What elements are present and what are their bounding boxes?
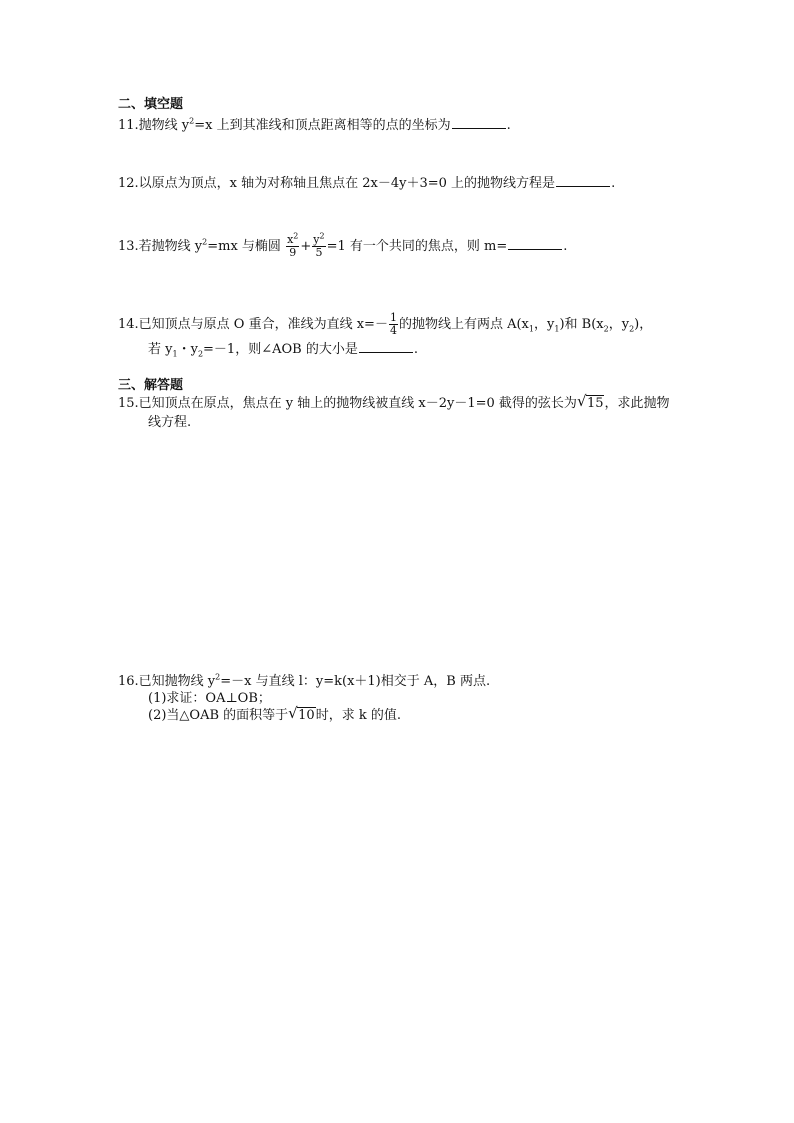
- fraction-x2-over-9: $\frac{x^2}{9}$: [287, 231, 299, 259]
- question-14-line-2: 若 $y_1$・$y_2=-1$，则∠AOB 的大小是 .: [148, 342, 418, 359]
- question-16-part-1: (1)求证：OA⊥OB；: [148, 691, 271, 706]
- answer-blank[interactable]: [556, 174, 610, 187]
- fraction-y2-over-5: $\frac{y^2}{5}$: [313, 231, 325, 259]
- answer-blank[interactable]: [452, 116, 506, 129]
- section-answer-title: 三、解答题: [118, 378, 184, 393]
- section-fill-in-title: 二、填空题: [118, 97, 184, 112]
- question-15-line-2: 线方程.: [148, 415, 192, 430]
- question-16: 16.已知抛物线 $y^2=-x$ 与直线 l：y=k(x＋1)相交于 A，B 两点.: [118, 672, 491, 689]
- question-16-part-2: (2)当△OAB 的面积等于 √ 10时，求 k 的值.: [148, 704, 401, 723]
- answer-blank[interactable]: [508, 237, 562, 250]
- question-12: 12.以原点为顶点，x 轴为对称轴且焦点在 2x－4y＋3=0 上的抛物线方程是 .: [118, 176, 616, 191]
- answer-blank[interactable]: [359, 340, 413, 353]
- question-13: 13.若抛物线 $y^2=mx$ 与椭圆 $\frac{x^2}{9}$ + $\frac{y^2}{5}$ =1 有一个共同的焦点，则 m= .: [118, 231, 568, 259]
- fraction-1-over-4: $\frac{1}{4}$: [389, 311, 397, 337]
- question-11: 11.抛物线 $y^2=x$ 上到其准线和顶点距离相等的点的坐标为 .: [118, 116, 511, 133]
- question-15: 15.已知顶点在原点，焦点在 y 轴上的抛物线被直线 x－2y－1=0 截得的弦长为 √ 15，求此抛物: [118, 392, 670, 411]
- sqrt-10: √ 10: [288, 704, 315, 723]
- question-14: 14.已知顶点与原点 O 重合，准线为直线 x=－ $\frac{1}{4}$ 的抛物线上有两点 $A(x_1$，$y_1$)和 $B(x_2$，$y_2$)，: [118, 311, 653, 337]
- sqrt-15: √ 15: [576, 392, 604, 411]
